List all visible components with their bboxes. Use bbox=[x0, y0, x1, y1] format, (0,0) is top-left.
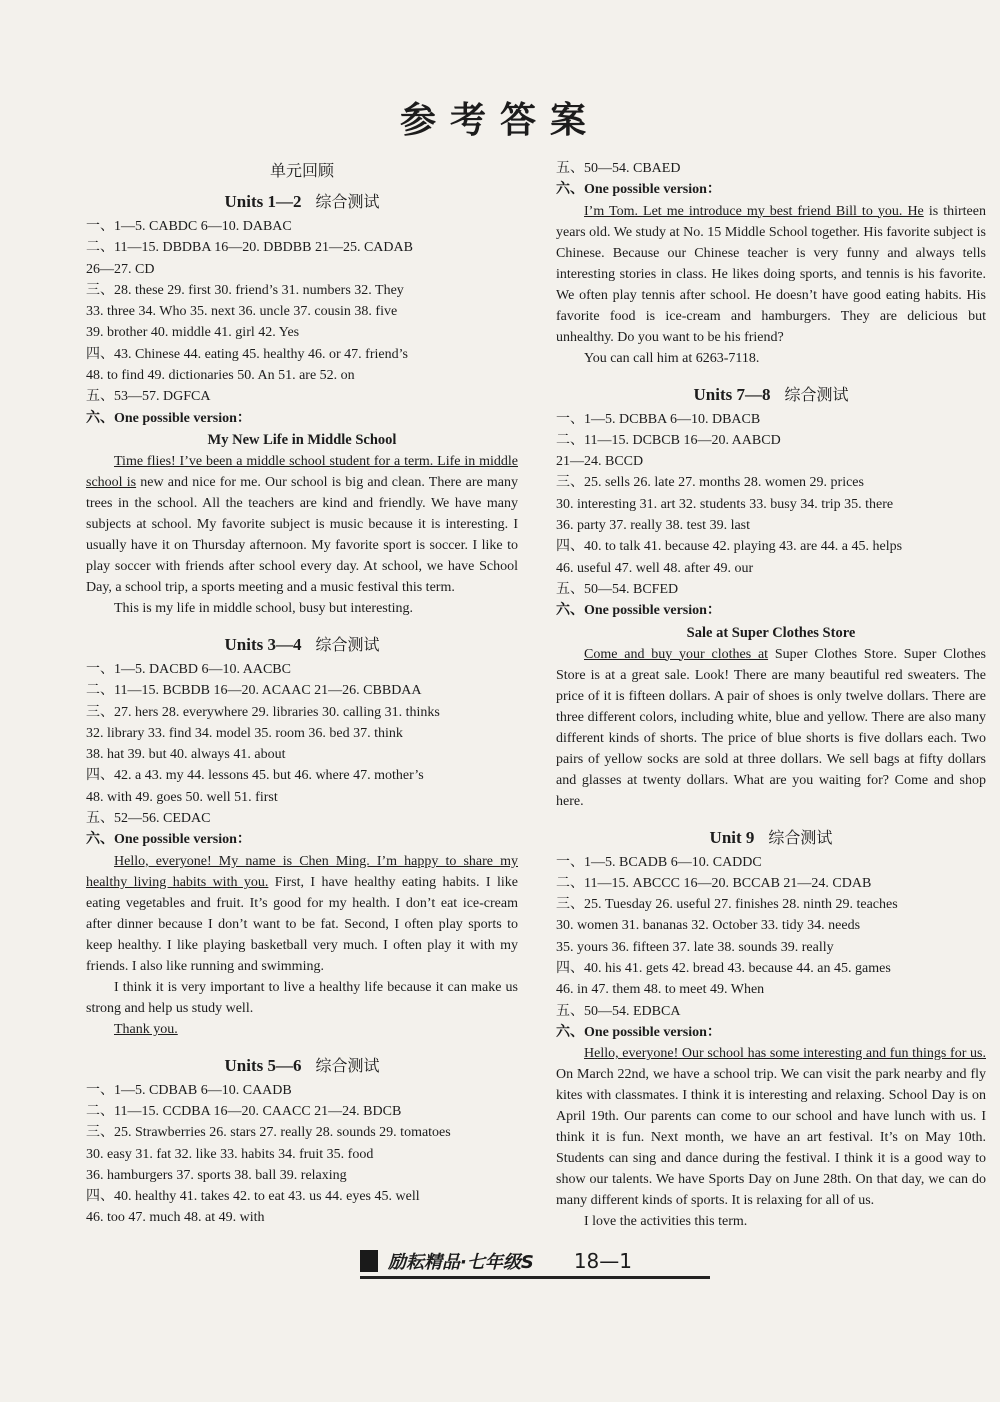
page-title: 参考答案 bbox=[399, 100, 600, 141]
unit-heading-3-4: Units 3—4 综合测试 bbox=[224, 634, 380, 654]
possible-version-label: 六、One possible version： bbox=[556, 603, 721, 619]
answer-line: 26—27. CD bbox=[86, 261, 155, 277]
essay-paragraph: I think it is very important to live a healthy life because it can make us strong and help us study well. bbox=[86, 979, 518, 1016]
essay-title: My New Life in Middle School bbox=[207, 431, 397, 448]
answer-line: 21—24. BCCD bbox=[556, 454, 644, 470]
answer-line: 五、50—54. BCFED bbox=[556, 581, 679, 597]
page-number: 18—1 bbox=[573, 1249, 632, 1273]
right-column bbox=[556, 158, 986, 1232]
answer-line: 32. library 33. find 34. model 35. room 36. bed 37. think bbox=[86, 725, 403, 741]
answer-line: 33. three 34. Who 35. next 36. uncle 37. cousin 38. five bbox=[86, 304, 398, 320]
possible-version-label: 六、One possible version： bbox=[86, 832, 251, 848]
answer-line: 五、53—57. DGFCA bbox=[86, 389, 211, 405]
answer-line: 三、27. hers 28. everywhere 29. libraries 30. calling 31. thinks bbox=[86, 704, 440, 720]
essay-paragraph: This is my life in middle school, busy but interesting. bbox=[114, 600, 414, 616]
footer-brand: 励耘精品·七年级S bbox=[388, 1252, 534, 1273]
answer-line: 四、40. healthy 41. takes 42. to eat 43. us 44. eyes 45. well bbox=[86, 1189, 420, 1205]
essay-paragraph: You can call him at 6263-7118. bbox=[584, 350, 760, 366]
answer-line: 30. women 31. bananas 32. October 33. tidy 34. needs bbox=[556, 918, 861, 934]
answer-line: 四、43. Chinese 44. eating 45. healthy 46. or 47. friend’s bbox=[86, 346, 408, 362]
answer-line: 四、42. a 43. my 44. lessons 45. but 46. where 47. mother’s bbox=[86, 768, 424, 784]
answer-line: 三、25. Tuesday 26. useful 27. finishes 28. ninth 29. teaches bbox=[556, 897, 898, 913]
answer-line: 38. hat 39. but 40. always 41. about bbox=[86, 747, 286, 763]
answer-line: 二、11—15. CCDBA 16—20. CAACC 21—24. BDCB bbox=[86, 1103, 402, 1119]
answer-line: 二、11—15. DBDBA 16—20. DBDBB 21—25. CADAB bbox=[86, 240, 413, 256]
possible-version-label: 六、One possible version： bbox=[556, 182, 721, 198]
answer-line: 48. to find 49. dictionaries 50. An 51. are 52. on bbox=[86, 368, 355, 384]
unit-heading-9: Unit 9 综合测试 bbox=[709, 827, 833, 847]
answer-line: 35. yours 36. fifteen 37. late 38. sounds 39. really bbox=[556, 939, 834, 955]
answer-line: 四、40. to talk 41. because 42. playing 43. are 44. a 45. helps bbox=[556, 539, 903, 555]
answer-line: 46. in 47. them 48. to meet 49. When bbox=[556, 982, 765, 998]
answer-lines-1-2 bbox=[86, 216, 518, 408]
answer-line: 一、1—5. DCBBA 6—10. DBACB bbox=[556, 411, 761, 427]
essay-paragraph: Come and buy your clothes at Super Clothes Store. Super Clothes Store is at a great sale. Look! There are many beautiful red sweaters. The price of it is fifteen dollars. A pair of shoes is only twelve dollars. There are three different colors, including white, blue and yellow. There are also many different kinds of shorts. The price of blue shorts is five dollars each. Two pairs of yellow socks are sold at three dollars. We sell bags at fifty dollars and glasses at twenty dollars. What are you waiting for? Come and shop here. bbox=[556, 646, 987, 809]
unit-heading-1-2: Units 1—2 综合测试 bbox=[224, 192, 380, 211]
essay-paragraph: Time flies! I’ve been a middle school student for a term. Life in middle school is new and nice for me. Our school is big and clean. There are many trees in the school. All the teachers are kind and friendly. We have many subjects at school. My favorite subject is music because it is interesting. I usually have it on Thursday afternoon. My favorite sport is soccer. I like to play soccer with friends after school every day. At school, we have School Day, a school trip, a sports meeting and a music festival this term. bbox=[86, 453, 518, 595]
essay-title: Sale at Super Clothes Store bbox=[686, 624, 856, 641]
essay-paragraph: Hello, everyone! My name is Chen Ming. I’m happy to share my healthy living habits with you. First, I have healthy eating habits. I like eating vegetables and fruit. It’s good for my health. I don’t eat ice-cream after dinner because I don’t want to be fat. Second, I often play sports to keep healthy. I like playing basketball very much. I often play it with my friends. I also like running and swimming. bbox=[86, 853, 518, 974]
answer-line: 三、25. Strawberries 26. stars 27. really 28. sounds 29. tomatoes bbox=[86, 1125, 451, 1141]
answer-lines-5-6 bbox=[86, 1080, 518, 1229]
answer-line: 30. interesting 31. art 32. students 33. busy 34. trip 35. there bbox=[556, 496, 894, 512]
section-heading: 单元回顾 bbox=[269, 161, 334, 180]
possible-version-label: 六、One possible version： bbox=[556, 1024, 721, 1040]
answer-lines-3-4 bbox=[86, 659, 518, 829]
answer-line: 39. brother 40. middle 41. girl 42. Yes bbox=[86, 325, 300, 341]
answer-line: 46. useful 47. well 48. after 49. our bbox=[556, 560, 754, 576]
essay-paragraph: Thank you. bbox=[114, 1021, 178, 1037]
answer-line: 三、25. sells 26. late 27. months 28. women 29. prices bbox=[556, 475, 864, 491]
left-column bbox=[86, 158, 518, 1229]
answer-line: 五、52—56. CEDAC bbox=[86, 811, 211, 827]
footer-mark-icon bbox=[360, 1250, 378, 1272]
answer-line: 36. party 37. really 38. test 39. last bbox=[556, 518, 751, 534]
answer-line: 一、1—5. DACBD 6—10. AACBC bbox=[86, 661, 291, 677]
answer-lines-7-8 bbox=[556, 409, 986, 601]
essay-paragraph: I’m Tom. Let me introduce my best friend Bill to you. He is thirteen years old. We study at No. 15 Middle School together. His favorite subject is Chinese. Because our Chinese teacher is very funny and always tells interesting stories in class. He likes doing sports, and tennis is his favorite. We often play tennis after school. He doesn’t have good eating habits. His favorite food is ice-cream and hamburgers. They are delicious but unhealthy. Do you want to be his friend? bbox=[556, 203, 986, 345]
answer-line: 46. too 47. much 48. at 49. with bbox=[86, 1210, 265, 1226]
answer-line: 一、1—5. CDBAB 6—10. CAADB bbox=[86, 1082, 292, 1098]
answer-line: 五、50—54. EDBCA bbox=[556, 1003, 681, 1019]
answer-lines-continued bbox=[556, 158, 986, 179]
answer-lines-9 bbox=[556, 852, 986, 1022]
possible-version-label: 六、One possible version： bbox=[86, 410, 251, 426]
answer-line: 一、1—5. BCADB 6—10. CADDC bbox=[556, 854, 762, 870]
answer-line: 48. with 49. goes 50. well 51. first bbox=[86, 789, 278, 805]
answer-line: 二、11—15. ABCCC 16—20. BCCAB 21—24. CDAB bbox=[556, 875, 872, 891]
essay-paragraph: Hello, everyone! Our school has some interesting and fun things for us. On March 22nd, we have a school trip. We can visit the park nearby and fly kites with classmates. I think it is interesting and relaxing. School Day is on April 19th. Our parents can come to our school and have lunch with us. I think it is fun. Next month, we have an art festival. It’s on May 10th. Students can sing and dance during the festival. I think it is a good way to show our talents. We have Sports Day on June 28th. On that day, we can do many different kinds of sports. It is relaxing for all of us. bbox=[556, 1046, 986, 1209]
answer-line: 五、50—54. CBAED bbox=[556, 161, 681, 176]
unit-heading-5-6: Units 5—6 综合测试 bbox=[224, 1055, 380, 1075]
answer-line: 四、40. his 41. gets 42. bread 43. because 44. an 45. games bbox=[556, 961, 891, 977]
unit-heading-7-8: Units 7—8 综合测试 bbox=[693, 384, 849, 404]
essay-paragraph: I love the activities this term. bbox=[584, 1214, 748, 1230]
answer-line: 30. easy 31. fat 32. like 33. habits 34. fruit 35. food bbox=[86, 1146, 374, 1162]
answer-line: 三、28. these 29. first 30. friend’s 31. numbers 32. They bbox=[86, 282, 404, 298]
answer-line: 二、11—15. BCBDB 16—20. ACAAC 21—26. CBBDAA bbox=[86, 683, 422, 699]
answer-line: 一、1—5. CABDC 6—10. DABAC bbox=[86, 219, 292, 234]
answer-line: 36. hamburgers 37. sports 38. ball 39. relaxing bbox=[86, 1167, 347, 1183]
answer-line: 二、11—15. DCBCB 16—20. AABCD bbox=[556, 432, 781, 448]
page-footer bbox=[360, 1246, 710, 1279]
